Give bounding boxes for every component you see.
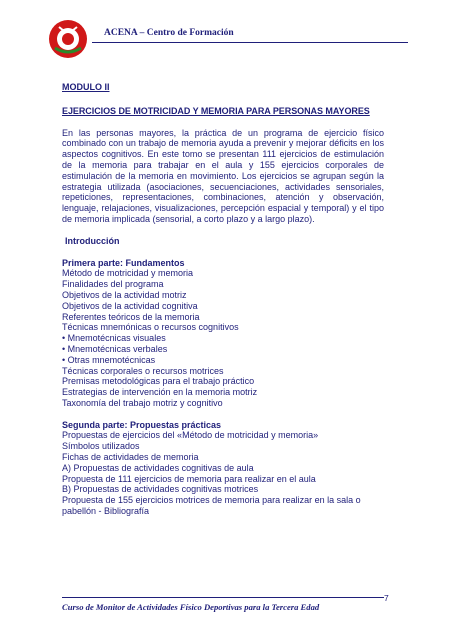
acena-logo xyxy=(46,19,90,59)
list-item: Símbolos utilizados xyxy=(62,441,140,452)
list-item: A) Propuestas de actividades cognitivas de aula xyxy=(62,462,254,473)
list-item: Finalidades del programa xyxy=(62,279,164,290)
list-item: Propuestas de ejercicios del «Método de motricidad y memoria» xyxy=(62,430,319,441)
list-item: • Otras mnemotécnicas xyxy=(62,354,156,365)
list-item: B) Propuestas de actividades cognitivas motrices xyxy=(62,484,259,495)
list-item: Técnicas corporales o recursos motrices xyxy=(62,365,224,376)
part1-heading: Primera parte: Fundamentos xyxy=(62,257,185,268)
list-item: Fichas de actividades de memoria xyxy=(62,451,199,462)
introduccion-heading: Introducción xyxy=(65,235,120,246)
list-item: Propuesta de 111 ejercicios de memoria para realizar en el aula xyxy=(62,473,316,484)
list-item: Propuesta de 155 ejercicios motrices de memoria para realizar en la sala o xyxy=(62,495,361,506)
header-title: ACENA – Centro de Formación xyxy=(104,28,234,38)
section-gap xyxy=(62,409,384,420)
list-item: Objetivos de la actividad motriz xyxy=(62,289,187,300)
page-number: 7 xyxy=(384,593,389,603)
module-subtitle: EJERCICIOS DE MOTRICIDAD Y MEMORIA PARA PERSONAS MAYORES xyxy=(62,105,370,116)
header-divider xyxy=(92,42,408,43)
module-label: MODULO II xyxy=(62,82,110,92)
list-item: Objetivos de la actividad cognitiva xyxy=(62,300,198,311)
footer-divider xyxy=(62,597,384,598)
footer-text: Curso de Monitor de Actividades Físico Deportivas para la Tercera Edad xyxy=(62,602,320,612)
list-item: Taxonomía del trabajo motriz y cognitivo xyxy=(62,397,223,408)
list-item: Método de motricidad y memoria xyxy=(62,268,194,279)
list-item: • Mnemotécnicas verbales xyxy=(62,343,168,354)
list-item: pabellón - Bibliografía xyxy=(62,505,150,516)
list-item: Premisas metodológicas para el trabajo práctico xyxy=(62,376,255,387)
list-item: Referentes teóricos de la memoria xyxy=(62,311,200,322)
page-content xyxy=(62,82,384,517)
part1-list xyxy=(62,268,384,408)
part2-heading: Segunda parte: Propuestas prácticas xyxy=(62,419,222,430)
list-item: • Mnemotécnicas visuales xyxy=(62,333,166,344)
list-item: Estrategias de intervención en la memoria motriz xyxy=(62,387,258,398)
intro-paragraph: En las personas mayores, la práctica de un programa de ejercicio físico combinado con un trabajo de memoria ayuda a prevenir y mejorar déficits en los aspectos cognitivos. En este tomo se presentan 111 ejercicios de estimulación de la memoria para trabajar en el aula y 155 ejercicios corporales de estimulación de la memoria en movimiento. Los ejercicios se agrupan según la estrategia utilizada (asociaciones, secuenciaciones, actividades sensoriales, repeticiones, representaciones, combinaciones, atención y observación, lenguaje, relajaciones, visualizaciones, percepción espacial y temporal) y el tipo de memoria implicada (sensorial, a corto plazo y a largo plazo). xyxy=(62,127,384,224)
part2-list xyxy=(62,430,384,516)
list-item: Técnicas mnemónicas o recursos cognitivos xyxy=(62,322,239,333)
